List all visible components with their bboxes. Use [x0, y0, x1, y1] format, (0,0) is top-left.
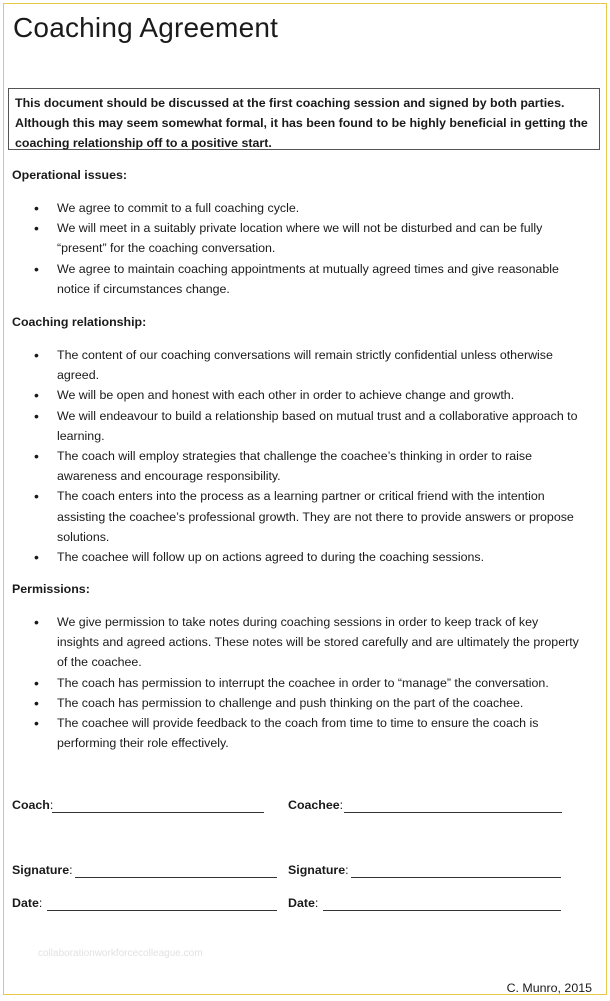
coach-signature-field[interactable] [75, 877, 277, 878]
list-item: • We give permission to take notes during coaching sessions in order to keep track of key insights and agreed actions. These notes will be stored carefully and are ultimately the property of the coachee. [34, 612, 582, 673]
section-heading-operational: Operational issues: [12, 168, 127, 182]
document-title: Coaching Agreement [13, 12, 279, 43]
list-item: • The coachee will provide feedback to the coach from time to time to ensure the coach is performing their role effectively. [34, 713, 582, 753]
document-page [3, 3, 607, 995]
list-item: • The coach has permission to challenge and push thinking on the part of the coachee. [34, 693, 582, 713]
coach-label: Coach: [12, 798, 54, 812]
operational-list [34, 198, 582, 299]
list-item: • We will meet in a suitably private location where we will not be disturbed and can be fully “present” for the coaching conversation. [34, 218, 582, 258]
list-item: • The coach enters into the process as a learning partner or critical friend with the intention assisting the coachee’s professional growth. They are not there to provide answers or propose solutions. [34, 486, 582, 547]
coachee-signature-field[interactable] [351, 877, 561, 878]
coachee-date-label: Date: [288, 896, 319, 910]
watermark-text: collaborationworkforcecolleague.com [38, 948, 203, 959]
list-item: • We agree to commit to a full coaching cycle. [34, 198, 582, 218]
coachee-signature-label: Signature: [288, 863, 349, 877]
relationship-list [34, 345, 582, 567]
list-item: • The coach will employ strategies that challenge the coachee’s thinking in order to raise awareness and encourage responsibility. [34, 446, 582, 486]
list-item: • The coach has permission to interrupt the coachee in order to “manage” the conversation. [34, 673, 582, 693]
author-credit: C. Munro, 2015 [506, 981, 592, 995]
intro-box: This document should be discussed at the first coaching session and signed by both parties. Although this may seem somewhat formal, it has been found to be highly beneficial in getting the coaching relationship off to a positive start. [8, 88, 600, 150]
coach-date-label: Date: [12, 896, 43, 910]
coach-signature-label: Signature: [12, 863, 73, 877]
coachee-date-field[interactable] [323, 910, 561, 911]
list-item: • We will be open and honest with each other in order to achieve change and growth. [34, 385, 582, 405]
list-item: • The content of our coaching conversations will remain strictly confidential unless otherwise agreed. [34, 345, 582, 385]
coach-date-field[interactable] [47, 910, 277, 911]
coachee-label: Coachee: [288, 798, 344, 812]
coachee-name-field[interactable] [344, 812, 562, 813]
section-heading-permissions: Permissions: [12, 582, 90, 596]
permissions-list [34, 612, 582, 753]
list-item: • We will endeavour to build a relationship based on mutual trust and a collaborative approach to learning. [34, 406, 582, 446]
list-item: • The coachee will follow up on actions agreed to during the coaching sessions. [34, 547, 582, 567]
section-heading-relationship: Coaching relationship: [12, 315, 147, 329]
list-item: • We agree to maintain coaching appointments at mutually agreed times and give reasonable notice if circumstances change. [34, 259, 582, 299]
coach-name-field[interactable] [52, 812, 264, 813]
